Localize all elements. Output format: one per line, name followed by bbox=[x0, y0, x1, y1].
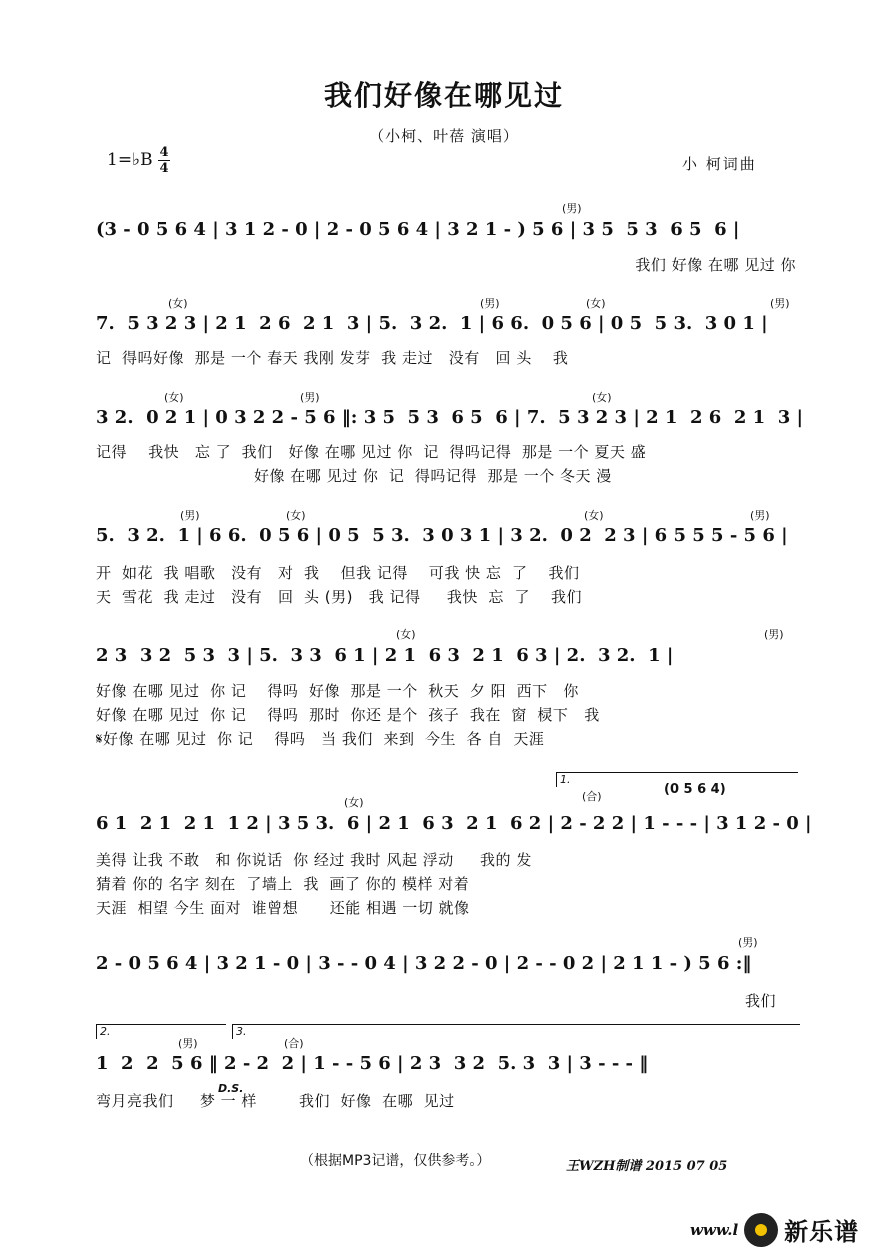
part-tag: (合) bbox=[284, 1037, 304, 1050]
notation-line: (3 - 0 5 6 4 | 3 1 2 - 0 | 2 - 0 5 6 4 | 3 2 1 - ) 5 6 | 3 5 5 3 6 5 6 | bbox=[96, 218, 740, 240]
lyric-line: 我们 bbox=[744, 992, 776, 1010]
key-signature: 1=♭B bbox=[107, 150, 153, 170]
lyric-line: 好像 在哪 见过 你 记 得吗 那时 你还 是个 孩子 我在 窗 棂下 我 bbox=[96, 706, 600, 724]
part-tag: (男) bbox=[750, 509, 770, 522]
lyric-line: 好像 在哪 见过 你 记 得吗记得 那是 一个 冬天 漫 bbox=[96, 467, 612, 485]
part-tag: (男) bbox=[562, 202, 582, 215]
part-tag: (男) bbox=[480, 297, 500, 310]
part-tag: (女) bbox=[396, 628, 416, 641]
volta-number: 3. bbox=[236, 1025, 247, 1038]
site-logo[interactable] bbox=[690, 1212, 859, 1247]
part-tag: (女) bbox=[164, 391, 184, 404]
composer-credit: 小 柯词曲 bbox=[682, 155, 757, 173]
part-tag: (合) bbox=[582, 790, 602, 803]
song-title: 我们好像在哪见过 bbox=[323, 79, 564, 112]
lyric-line: 记得 我快 忘 了 我们 好像 在哪 见过 你 记 得吗记得 那是 一个 夏天 盛 bbox=[96, 443, 647, 461]
part-tag: (0 5 6 4) bbox=[664, 782, 726, 797]
notation-line: 2 - 0 5 6 4 | 3 2 1 - 0 | 3 - - 0 4 | 3 2 2 - 0 | 2 - - 0 2 | 2 1 1 - ) 5 6 :‖ bbox=[96, 952, 752, 974]
lyric-line: 猜着 你的 名字 刻在 了墙上 我 画了 你的 模样 对着 bbox=[96, 875, 470, 893]
time-signature bbox=[158, 146, 170, 175]
volta-bracket bbox=[232, 1024, 800, 1039]
volta-bracket bbox=[96, 1024, 226, 1039]
part-tag: (女) bbox=[344, 796, 364, 809]
part-tag: (女) bbox=[286, 509, 306, 522]
notation-line: 7. 5 3 2 3 | 2 1 2 6 2 1 3 | 5. 3 2. 1 | 6 6. 0 5 6 | 0 5 5 3. 3 0 1 | bbox=[96, 312, 768, 334]
notation-line: 3 2. 0 2 1 | 0 3 2 2 - 5 6 ‖: 3 5 5 3 6 5 6 | 7. 5 3 2 3 | 2 1 2 6 2 1 3 | bbox=[96, 406, 804, 428]
volta-number: 2. bbox=[100, 1025, 111, 1038]
lyric-line: 美得 让我 不敢 和 你说话 你 经过 我时 风起 浮动 我的 发 bbox=[96, 851, 532, 869]
part-tag: (男) bbox=[764, 628, 784, 641]
lyric-line: 好像 在哪 见过 你 记 得吗 好像 那是 一个 秋天 夕 阳 西下 你 bbox=[96, 682, 579, 700]
part-tag: (女) bbox=[592, 391, 612, 404]
lyric-line: 𝄋好像 在哪 见过 你 记 得吗 当 我们 来到 今生 各 自 天涯 bbox=[96, 730, 545, 748]
site-url: www.l bbox=[690, 1220, 739, 1239]
notation-line: 5. 3 2. 1 | 6 6. 0 5 6 | 0 5 5 3. 3 0 3 1 | 3 2. 0 2 2 3 | 6 5 5 5 - 5 6 | bbox=[96, 524, 788, 546]
lyric-line: 开 如花 我 唱歌 没有 对 我 但我 记得 可我 快 忘 了 我们 bbox=[96, 564, 580, 582]
notation-line: 1 2 2 5 6 ‖ 2 - 2 2 | 1 - - 5 6 | 2 3 3 2 5. 3 3 | 3 - - - ‖ bbox=[96, 1052, 649, 1074]
time-top: 4 bbox=[159, 145, 169, 160]
part-tag: (男) bbox=[180, 509, 200, 522]
notation-line: 6 1 2 1 2 1 1 2 | 3 5 3. 6 | 2 1 6 3 2 1 6 2 | 2 - 2 2 | 1 - - - | 3 1 2 - 0 | bbox=[96, 812, 812, 834]
part-tag: (男) bbox=[178, 1037, 198, 1050]
time-bottom: 4 bbox=[159, 161, 169, 176]
part-tag: (女) bbox=[586, 297, 606, 310]
lyric-line: 天涯 相望 今生 面对 谁曾想 还能 相遇 一切 就像 bbox=[96, 899, 470, 917]
part-tag: (男) bbox=[770, 297, 790, 310]
lyric-line: 弯月亮我们 梦 一 样 我们 好像 在哪 见过 bbox=[96, 1092, 455, 1110]
lyric-line: 记 得吗好像 那是 一个 春天 我刚 发芽 我 走过 没有 回 头 我 bbox=[96, 349, 569, 367]
volta-number: 1. bbox=[560, 773, 571, 786]
lyric-line: 我们 好像 在哪 见过 你 bbox=[635, 256, 796, 274]
transcription-note: （根据MP3记谱，仅供参考。） bbox=[300, 1153, 491, 1169]
part-tag: (女) bbox=[168, 297, 188, 310]
lyric-line: 天 雪花 我 走过 没有 回 头 (男) 我 记得 我快 忘 了 我们 bbox=[96, 588, 583, 606]
notation-line: 2 3 3 2 5 3 3 | 5. 3 3 6 1 | 2 1 6 3 2 1 6 3 | 2. 3 2. 1 | bbox=[96, 644, 674, 666]
dal-segno-mark: D.S. bbox=[218, 1082, 244, 1095]
transcriber-signature: 王WZH制谱 2015 07 05 bbox=[566, 1159, 728, 1174]
part-tag: (女) bbox=[584, 509, 604, 522]
part-tag: (男) bbox=[738, 936, 758, 949]
record-disc-icon bbox=[744, 1213, 778, 1247]
brand-name: 新乐谱 bbox=[784, 1218, 860, 1246]
part-tag: (男) bbox=[300, 391, 320, 404]
performers: （小柯、叶蓓 演唱） bbox=[369, 127, 519, 145]
